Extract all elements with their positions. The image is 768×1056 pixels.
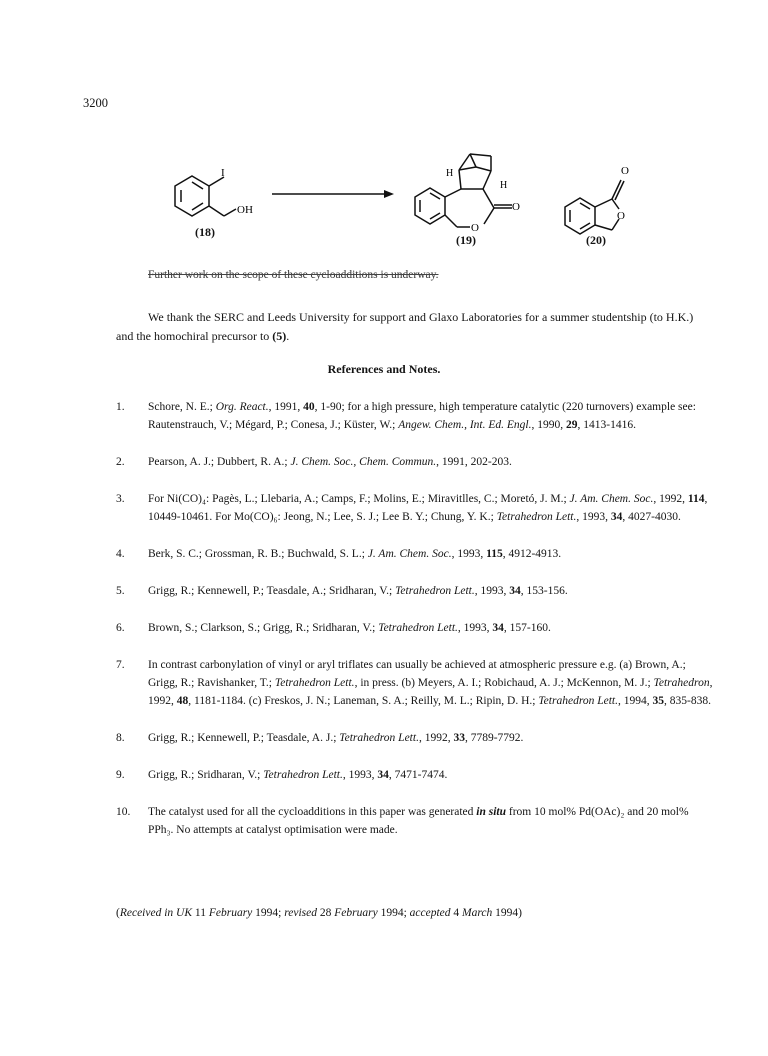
- received-year: 1994;: [252, 907, 285, 919]
- reference-text: Tetrahedron Lett.: [538, 695, 619, 707]
- reference-text: Berk, S. C.; Grossman, R. B.; Buchwald, S. L.;: [148, 548, 368, 560]
- reaction-scheme: [0, 120, 768, 260]
- atom-h-right: H: [500, 180, 508, 191]
- reference-text: Tetrahedron Lett.: [395, 585, 475, 597]
- reference-text: For Ni(CO)₄: Pagès, L.; Llebaria, A.; Camps, F.; Molins, E.; Miravitlles, C.; Moretó, J. M.;: [148, 493, 570, 505]
- reference-text: Brown, S.; Clarkson, S.; Grigg, R.; Sridharan, V.;: [148, 622, 379, 634]
- reference-text: 34: [610, 511, 623, 523]
- accepted-day: 4: [450, 907, 463, 919]
- reference-text: 114: [687, 493, 705, 505]
- reference-text: Tetrahedron Lett.: [274, 677, 355, 689]
- references-heading: References and Notes.: [327, 362, 441, 376]
- accepted-year: 1994): [492, 907, 522, 919]
- reference-text: , 1993,: [474, 585, 510, 597]
- reference-text: , 1993,: [451, 548, 487, 560]
- accepted-label: accepted: [409, 907, 451, 919]
- reference-text: Tetrahedron Lett.: [496, 511, 577, 523]
- reference-text: , 1993,: [576, 511, 611, 523]
- reference-item: [116, 490, 716, 526]
- reference-text: Grigg, R.; Kennewell, P.; Teasdale, A. J.;: [148, 732, 340, 744]
- reference-text: , 1992,: [418, 732, 454, 744]
- reference-text: , 1991,: [268, 401, 304, 413]
- reference-number: 5.: [116, 585, 125, 597]
- reference-text: Angew. Chem., Int. Ed. Engl.: [398, 419, 532, 431]
- atom-hydroxyl: OH: [237, 204, 253, 216]
- compound-label-18: (18): [195, 225, 215, 239]
- reference-text: , 1992,: [148, 677, 713, 707]
- reference-number: 4.: [116, 548, 125, 560]
- reference-text: , 10449-10461. For Mo(CO)₆: Jeong, N.; Lee, S. J.; Lee B. Y.; Chung, Y. K.;: [148, 493, 708, 523]
- reference-text: , in press. (b) Meyers, A. I.; Robichaud, A. J.; McKennon, M. J.;: [354, 677, 654, 689]
- reference-text: The catalyst used for all the cycloadditions in this paper was generated: [148, 806, 477, 818]
- received-dates: [116, 907, 522, 919]
- reference-text: 34: [509, 585, 521, 597]
- reference-text: Tetrahedron Lett.: [339, 732, 419, 744]
- reference-item: [116, 453, 716, 471]
- revised-day: 28: [317, 907, 335, 919]
- reference-text: , 157-160.: [503, 622, 551, 634]
- reference-text: , 153-156.: [520, 585, 568, 597]
- acknowledgement-text: We thank the SERC and Leeds University for support and Glaxo Laboratories for a summer studentship (to H.K.) and the homochiral precursor to: [116, 310, 694, 343]
- reference-text: Tetrahedron Lett.: [263, 769, 343, 781]
- reference-number: 8.: [116, 732, 125, 744]
- received-month: February: [208, 907, 253, 919]
- acknowledgement-end: .: [286, 329, 290, 343]
- reference-text: , 7471-7474.: [388, 769, 448, 781]
- reference-number: 6.: [116, 622, 125, 634]
- revised-label: revised: [284, 907, 318, 919]
- reference-number: 10.: [116, 806, 131, 818]
- revised-month: February: [334, 907, 378, 919]
- reference-text: , 1413-1416.: [577, 419, 636, 431]
- reference-text: , 1990,: [531, 419, 566, 431]
- reference-text: , 1-90; for a high pressure, high temperature catalytic (220 turnovers) example see: Rautenstrauch, V.; Mégard, P.; Conesa, J.; Küster, W.;: [148, 401, 696, 431]
- reference-item: [116, 619, 716, 637]
- reference-text: , 7789-7792.: [464, 732, 524, 744]
- arrow-head: [384, 190, 394, 198]
- reference-text: Schore, N. E.;: [148, 401, 216, 413]
- reaction-scheme-drawing: [0, 120, 768, 260]
- reference-item: [116, 545, 716, 563]
- acknowledgement: [116, 308, 706, 346]
- reference-text: from 10 mol% Pd(OAc)₂ and 20 mol% PPh₃. No attempts at catalyst optimisation were made.: [148, 806, 689, 836]
- reference-item: [116, 803, 716, 839]
- atom-carbonyl-o-20: O: [621, 165, 629, 177]
- reference-text: Grigg, R.; Kennewell, P.; Teasdale, A.; Sridharan, V.;: [148, 585, 396, 597]
- reference-text: Tetrahedron Lett.: [378, 622, 458, 634]
- atom-ring-o-19: O: [471, 222, 479, 234]
- reference-text: , 1992,: [653, 493, 688, 505]
- revised-year: 1994;: [377, 907, 410, 919]
- references-list: [116, 398, 716, 858]
- reference-text: , 1993,: [457, 622, 493, 634]
- reference-text: 40: [303, 401, 315, 413]
- reference-number: 3.: [116, 493, 125, 505]
- received-day: 11: [192, 907, 209, 919]
- atom-h-left: H: [446, 168, 454, 179]
- reference-text: 34: [377, 769, 389, 781]
- received-label: Received in UK: [119, 907, 193, 919]
- reference-text: , 4027-4030.: [622, 511, 681, 523]
- reference-text: , 1991, 202-203.: [436, 456, 512, 468]
- reference-text: J. Am. Chem. Soc.: [569, 493, 654, 505]
- reference-number: 1.: [116, 401, 125, 413]
- reference-text: In contrast carbonylation of vinyl or aryl triflates can usually be achieved at atmospheric pressure e.g. (a) Brown, A.; Grigg, R.; Ravishanker, T.;: [148, 659, 686, 689]
- acknowledgement-compound-ref: (5): [272, 329, 287, 343]
- reference-item: [116, 398, 716, 434]
- reference-text: , 4912-4913.: [502, 548, 562, 560]
- reference-text: , 1181-1184. (c) Freskos, J. N.; Laneman, S. A.; Reilly, M. L.; Ripin, D. H.;: [188, 695, 539, 707]
- reference-item: [116, 766, 716, 784]
- reference-text: 115: [486, 548, 503, 560]
- compound-label-20: (20): [586, 233, 606, 247]
- reference-item: [116, 729, 716, 747]
- received-open: (: [116, 907, 120, 919]
- reference-text: Grigg, R.; Sridharan, V.;: [148, 769, 264, 781]
- reference-text: J. Am. Chem. Soc.: [367, 548, 452, 560]
- reference-text: 34: [492, 622, 504, 634]
- reference-item: [116, 656, 716, 710]
- reference-text: Org. React.: [215, 401, 269, 413]
- reference-number: 7.: [116, 659, 125, 671]
- reference-text: Tetrahedron: [653, 677, 710, 689]
- reference-text: 29: [565, 419, 578, 431]
- reference-text: J. Chem. Soc., Chem. Commun.: [290, 456, 437, 468]
- atom-carbonyl-o-19: O: [512, 201, 520, 213]
- reference-text: 48: [176, 695, 189, 707]
- reference-text: 35: [652, 695, 665, 707]
- reference-item: [116, 582, 716, 600]
- atom-ring-o-20: O: [617, 210, 625, 222]
- page-number: 3200: [83, 96, 108, 110]
- reference-number: 9.: [116, 769, 125, 781]
- accepted-month: March: [462, 907, 493, 919]
- struck-through-line: Further work on the scope of these cycloadditions is underway.: [148, 269, 439, 281]
- compound-label-19: (19): [456, 233, 476, 247]
- reference-number: 2.: [116, 456, 125, 468]
- reference-text: , 835-838.: [664, 695, 711, 707]
- reference-text: , 1994,: [618, 695, 653, 707]
- atom-iodine: I: [221, 167, 225, 179]
- reference-text: , 1993,: [342, 769, 378, 781]
- reference-text: Pearson, A. J.; Dubbert, R. A.;: [148, 456, 291, 468]
- reference-text: 33: [453, 732, 465, 744]
- reference-text: in situ: [476, 806, 507, 818]
